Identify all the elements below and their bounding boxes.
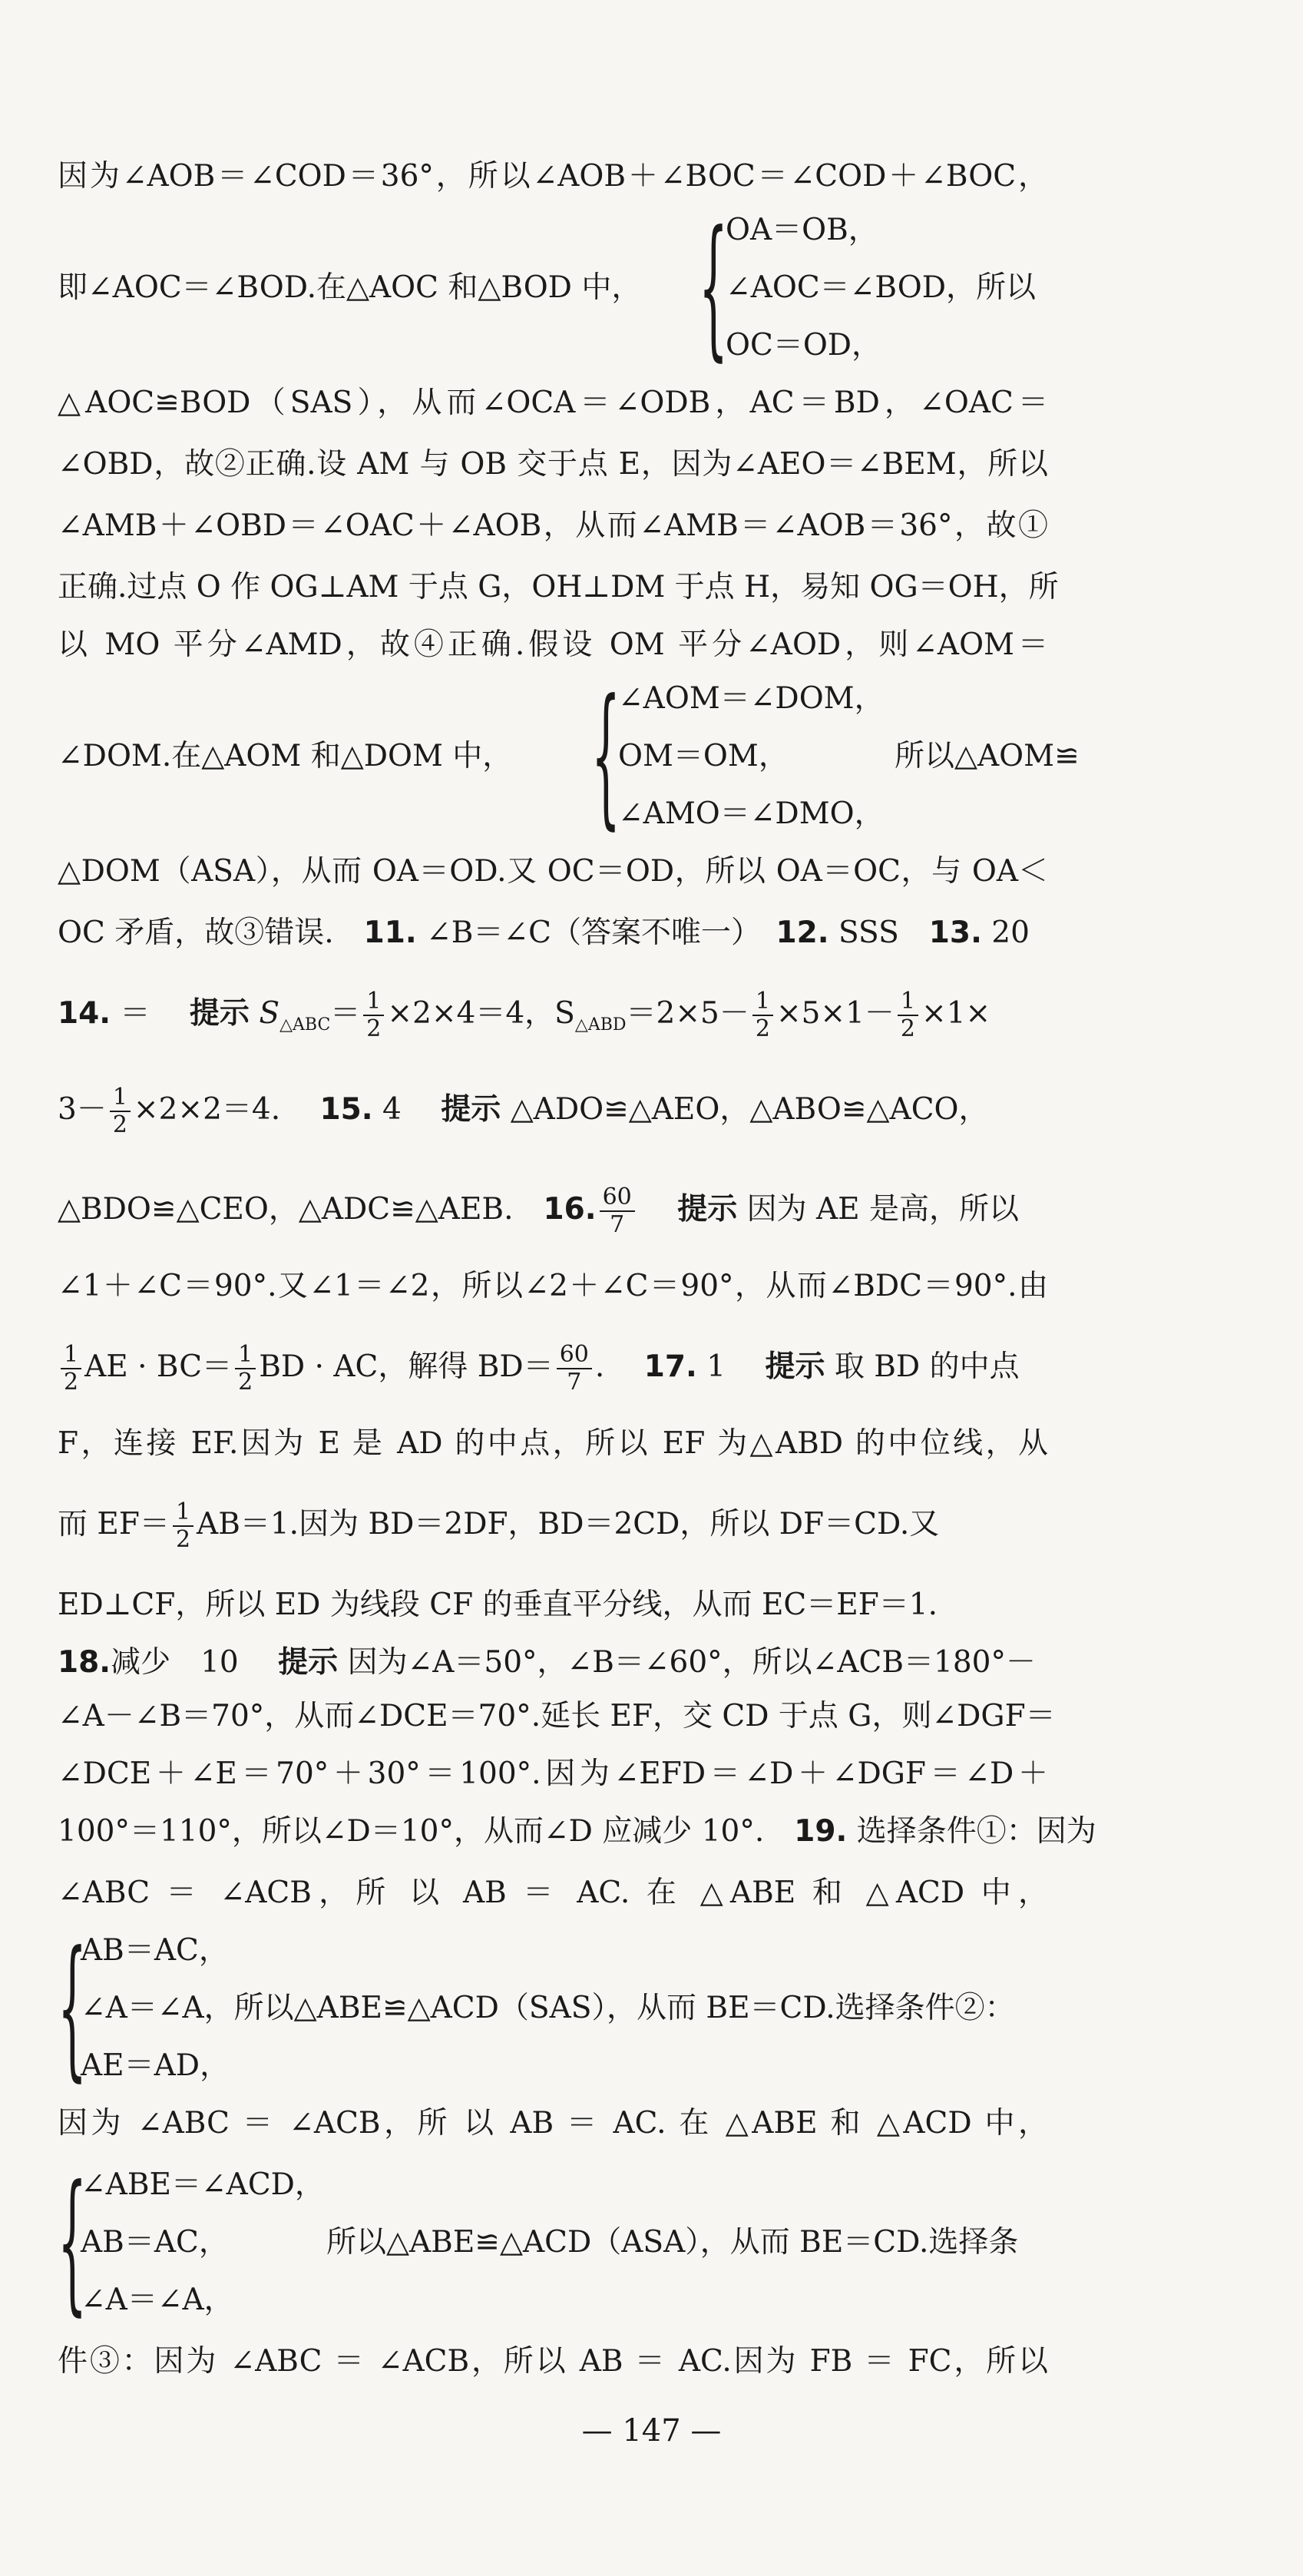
text-line: ∠A－∠B＝70°，从而∠DCE＝70°.延长 EF，交 CD 于点 G，则∠DGF＝ — [58, 1699, 1056, 1733]
left-brace: { — [58, 1920, 88, 2098]
system-row: ∠AMO＝∠DMO， — [618, 796, 885, 831]
text-line: △DOM（ASA），从而 OA＝OD.又 OC＝OD，所以 OA＝OC，与 OA＜ — [58, 854, 1048, 889]
page-number: — 147 — — [581, 2413, 722, 2449]
text-line: 正确.过点 O 作 OG⊥AM 于点 G，OH⊥DM 于点 H，易知 OG＝OH，所 — [58, 570, 1059, 604]
left-brace: { — [699, 200, 729, 377]
question-number: 13. — [928, 916, 982, 950]
fraction: $\frac{1}{2}$ — [235, 1342, 256, 1396]
text-line: △BDO≌△CEO，△ADC≌△AEB. 16. $\frac{60}{7}$ 提示 因为 AE 是高，所以 — [58, 1184, 1020, 1238]
equation-system — [58, 200, 1048, 377]
question-number: 19. — [794, 1814, 848, 1849]
text-line: ED⊥CF，所以 ED 为线段 CF 的垂直平分线，从而 EC＝EF＝1. — [58, 1588, 938, 1622]
hint-label: 提示 — [189, 996, 250, 1031]
question-number: 18. — [58, 1645, 111, 1680]
system-row: ∠A＝∠A， — [81, 2283, 234, 2317]
fraction: $\frac{1}{2}$ — [898, 988, 918, 1042]
text-line: ∠ABC ＝ ∠ACB，所 以 AB ＝ AC. 在 △ABE 和 △ACD 中， — [58, 1876, 1048, 1910]
fraction: $\frac{1}{2}$ — [61, 1342, 81, 1396]
text-line: 所以△AOM≌ — [895, 739, 1080, 773]
system-row: ∠ABE＝∠ACD， — [81, 2167, 325, 2202]
hint-label: 提示 — [278, 1645, 339, 1680]
fraction: $\frac{1}{2}$ — [363, 988, 384, 1042]
equation-system — [58, 2154, 1048, 2332]
question-number: 12. — [776, 916, 829, 950]
text-line: ∠DOM.在△AOM 和△DOM 中， — [58, 739, 513, 773]
text-line: 因为 ∠ABC ＝ ∠ACB，所 以 AB ＝ AC. 在 △ABE 和 △ACD 中， — [58, 2106, 1048, 2141]
fraction: $\frac{1}{2}$ — [173, 1499, 193, 1553]
text-line: 18.减少 10 提示 因为∠A＝50°，∠B＝∠60°，所以∠ACB＝180°－ — [58, 1645, 1036, 1680]
system-row: ∠AOM＝∠DOM， — [618, 681, 885, 716]
question-number: 17. — [643, 1349, 697, 1384]
hint-label: 提示 — [765, 1349, 825, 1384]
text-line: $\frac{1}{2}$ AE · BC＝ $\frac{1}{2}$ BD · AC，解得 BD＝ $\frac{60}{7}$ . 17. 1 提示 取 BD 的中点 — [58, 1336, 1048, 1398]
text-line: 件③：因为 ∠ABC ＝ ∠ACB，所以 AB ＝ AC.因为 FB ＝ FC，所以 — [58, 2344, 1048, 2379]
text-line: 而 EF＝ $\frac{1}{2}$ AB＝1.因为 BD＝2DF，BD＝2CD，所以 DF＝CD.又 — [58, 1498, 940, 1553]
text-line: ∠AMB＋∠OBD＝∠OAC＋∠AOB，从而∠AMB＝∠AOB＝36°，故① — [58, 508, 1048, 543]
equation-system — [58, 1920, 1048, 2098]
text-line: △AOC≌BOD（SAS），从而∠OCA＝∠ODB，AC＝BD，∠OAC＝ — [58, 386, 1048, 420]
question-number: 11. — [363, 916, 417, 950]
hint-label: 提示 — [441, 1092, 501, 1127]
system-row: AB＝AC， — [81, 1933, 229, 1968]
text-line: ∠DCE＋∠E＝70°＋30°＝100°.因为∠EFD＝∠D＋∠DGF＝∠D＋ — [58, 1757, 1048, 1791]
fraction: $\frac{60}{7}$ — [600, 1184, 635, 1238]
text-line: ∠OBD，故②正确.设 AM 与 OB 交于点 E，因为∠AEO＝∠BEM，所以 — [58, 447, 1048, 482]
text-line: ∠1＋∠C＝90°.又∠1＝∠2，所以∠2＋∠C＝90°，从而∠BDC＝90°.由 — [58, 1269, 1048, 1303]
text-line: F，连接 EF.因为 E 是 AD 的中点，所以 EF 为△ABD 的中位线，从 — [58, 1426, 1048, 1461]
text-line: 100°＝110°，所以∠D＝10°，从而∠D 应减少 10°. 19. 选择条件①：因为 — [58, 1814, 1096, 1849]
system-row: OC＝OD， — [726, 328, 882, 363]
text-line: 3－ $\frac{1}{2}$ ×2×2＝4. 15. 4 提示 △ADO≌△AEO，△ABO≌△ACO， — [58, 1084, 989, 1138]
fraction: $\frac{1}{2}$ — [752, 988, 773, 1042]
text-line: 因为∠AOB＝∠COD＝36°，所以∠AOB＋∠BOC＝∠COD＋∠BOC， — [58, 159, 1048, 194]
system-row: OA＝OB， — [726, 213, 878, 247]
hint-label: 提示 — [677, 1192, 738, 1227]
equation-system — [58, 668, 1080, 846]
text-line: OC 矛盾，故③错误. 11. ∠B＝∠C（答案不唯一） 12. SSS 13. 20 — [58, 916, 1030, 950]
question-number: 14. — [58, 996, 111, 1031]
left-brace: { — [58, 2154, 88, 2332]
system-row: AE＝AD， — [81, 2048, 230, 2083]
fraction: $\frac{60}{7}$ — [557, 1342, 592, 1396]
left-brace: { — [591, 668, 621, 846]
system-row: OM＝OM， — [618, 739, 789, 773]
text-line: 以 MO 平分∠AMD，故④正确.假设 OM 平分∠AOD，则∠AOM＝ — [58, 627, 1048, 662]
system-row: ∠A＝∠A，所以△ABE≌△ACD（SAS），从而 BE＝CD.选择条件②： — [81, 1991, 1015, 2025]
system-row: AB＝AC， — [81, 2225, 229, 2260]
system-row: ∠AOC＝∠BOD，所以 — [726, 270, 1036, 305]
text-line: 14. ＝ 提示 $S_{\triangle ABC}=$ $\frac{1}{2}$ ×2×4＝4，$S_{\triangle ABD}=2\times 5-$ $\frac{1}{2}$ ×5×1－ $\frac{1}{2}$ ×1× — [58, 988, 991, 1042]
text-line: 即∠AOC＝∠BOD.在△AOC 和△BOD 中， — [58, 270, 642, 305]
question-number: 16. — [543, 1192, 597, 1227]
text-line: 所以△ABE≌△ACD（ASA），从而 BE＝CD.选择条 — [326, 2225, 1019, 2260]
question-number: 15. — [319, 1092, 373, 1127]
fraction: $\frac{1}{2}$ — [110, 1084, 131, 1138]
